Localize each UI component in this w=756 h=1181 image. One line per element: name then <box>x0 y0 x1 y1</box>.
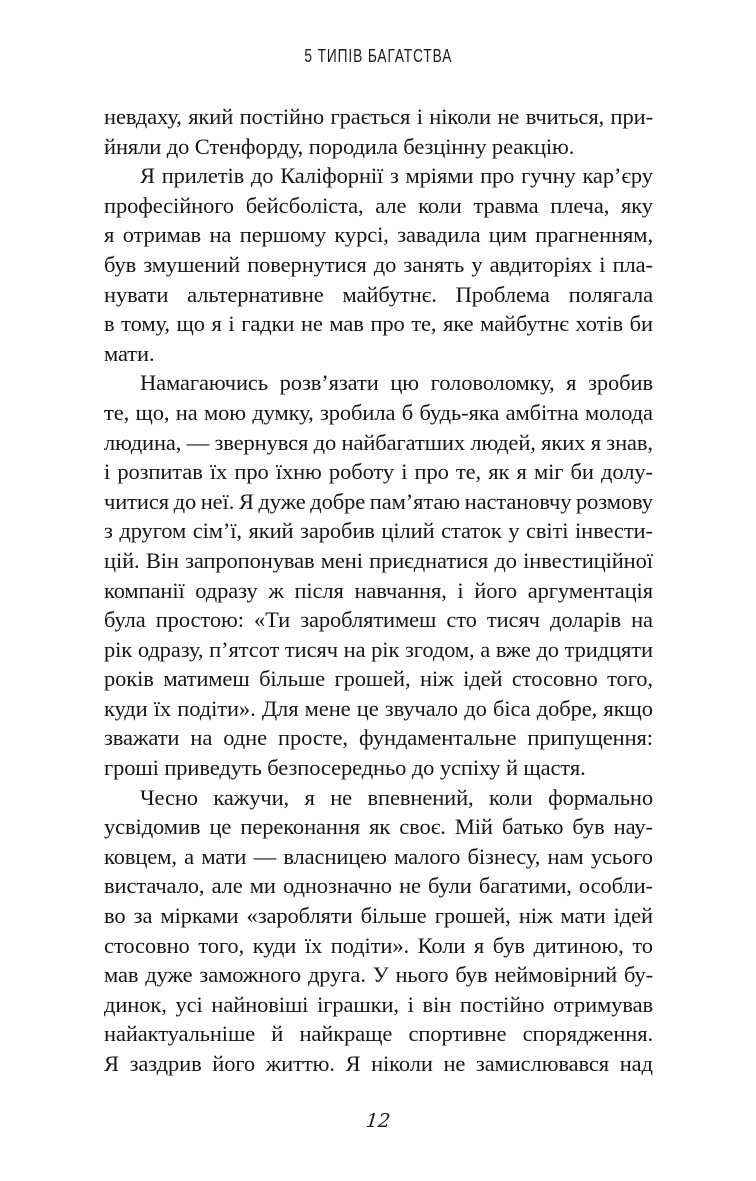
word: У <box>372 962 389 988</box>
word: ж <box>268 577 284 603</box>
word: я <box>566 370 577 396</box>
word: тисяч <box>486 607 540 633</box>
word: звернувся <box>214 429 309 455</box>
word: кажучи, <box>213 784 290 810</box>
word: змушений <box>143 251 241 277</box>
word: Мій <box>454 814 493 840</box>
word: Для <box>261 695 299 721</box>
word: Я <box>238 488 254 514</box>
word: компанії <box>104 577 185 603</box>
word: й <box>271 1021 284 1047</box>
word: хотів <box>575 311 624 337</box>
word: ніж <box>518 903 553 929</box>
text-line <box>104 280 653 310</box>
text-line <box>104 664 653 694</box>
word: що <box>176 311 205 337</box>
word: після <box>294 577 344 603</box>
text-line <box>104 635 653 665</box>
word: би <box>570 459 594 485</box>
word: першому <box>239 222 326 248</box>
word: зробив <box>588 370 653 396</box>
word: я <box>516 459 527 485</box>
text-line <box>104 428 653 458</box>
word: яку <box>621 192 653 218</box>
word: про <box>414 459 449 485</box>
word: з <box>389 163 399 189</box>
word: п’ятсот <box>209 636 280 662</box>
word: спорядження. <box>522 1021 653 1047</box>
word: подіти». <box>177 695 256 721</box>
word: і <box>416 104 423 129</box>
text-line <box>104 220 653 250</box>
word: Каліфорнії <box>280 163 384 189</box>
word: зважати <box>104 725 180 751</box>
word: мав <box>329 311 364 337</box>
text-line <box>104 990 653 1020</box>
word: дитиною, <box>533 932 624 958</box>
word: мати <box>201 843 247 869</box>
word: отримав <box>122 222 202 248</box>
body-text <box>104 102 653 1079</box>
word: замислювався <box>475 1051 610 1076</box>
word: гучну <box>521 163 576 189</box>
word: до <box>250 163 274 189</box>
text-line <box>104 842 653 872</box>
word: усі <box>175 991 203 1017</box>
word: не <box>330 784 353 810</box>
word: ковцем, <box>104 843 177 869</box>
word: як <box>488 459 510 485</box>
running-head <box>0 46 756 67</box>
text-line <box>104 1049 653 1079</box>
word: вже <box>495 636 531 662</box>
word: неймовірний <box>494 962 618 988</box>
word: сім’ї, <box>192 518 242 544</box>
word: одне <box>223 725 267 751</box>
text-line <box>104 487 653 517</box>
word: друга. <box>307 962 366 988</box>
text-line <box>104 576 653 606</box>
text-line <box>104 368 653 398</box>
word: мав <box>104 962 139 988</box>
word: не <box>300 311 323 337</box>
word: багатими, <box>478 873 572 899</box>
word: світі <box>525 518 569 544</box>
word: при- <box>610 104 653 129</box>
word: над <box>619 1051 653 1076</box>
word: згодом, <box>404 636 475 662</box>
text-line <box>104 102 653 132</box>
word: статок <box>441 518 502 544</box>
word: були <box>428 873 472 899</box>
word: будь-яка <box>419 399 500 425</box>
word: і <box>407 991 414 1017</box>
word: ніколи <box>429 104 492 129</box>
word: до <box>494 547 517 573</box>
word: Я <box>104 1051 119 1076</box>
word: я <box>104 222 115 248</box>
word: зароблятимеш <box>300 607 437 633</box>
word: просте, <box>278 725 348 751</box>
word: це <box>209 814 232 840</box>
word: другом <box>119 518 187 544</box>
word: усього <box>590 843 653 869</box>
word: життю. <box>265 1051 335 1076</box>
word: неї. <box>200 488 235 514</box>
word: доларів <box>549 607 622 633</box>
word: його <box>212 1051 256 1076</box>
word: і <box>228 311 235 337</box>
word: пла- <box>612 251 653 277</box>
word: стосовно <box>511 666 598 692</box>
word: була <box>104 607 146 633</box>
word: на <box>190 725 213 751</box>
word: роботу <box>328 459 395 485</box>
word: інвести- <box>575 518 653 544</box>
word: заздрив <box>129 1051 202 1076</box>
word: грошей, <box>334 666 411 692</box>
word: людей, <box>470 429 536 455</box>
word: що, <box>135 399 170 425</box>
word: мені <box>320 547 363 573</box>
word: того, <box>607 666 653 692</box>
word: до <box>464 695 487 721</box>
word: до <box>373 251 397 277</box>
word: простою: <box>155 607 244 633</box>
word: те, <box>411 311 437 337</box>
word: мірками <box>160 903 239 929</box>
word: думку, <box>252 399 314 425</box>
word: припущення: <box>527 725 653 751</box>
word: яких <box>541 429 586 455</box>
word: тисяч <box>284 636 338 662</box>
word: років <box>104 666 154 692</box>
word: я <box>211 311 222 337</box>
text-line <box>104 398 653 428</box>
word: би <box>629 311 653 337</box>
word: власницею <box>283 843 387 869</box>
word: навчання, <box>354 577 447 603</box>
text-line <box>104 546 653 576</box>
word: людина, <box>104 429 182 455</box>
word: усвідомив <box>104 814 201 840</box>
word: він <box>422 991 452 1017</box>
word: їх <box>209 459 228 485</box>
word: мене <box>304 695 351 721</box>
word: біса <box>493 695 531 721</box>
word: нього <box>395 962 449 988</box>
word: цим <box>488 222 527 248</box>
word: але <box>375 192 407 218</box>
word: запропонував <box>185 547 315 573</box>
word: розпитав <box>117 459 203 485</box>
word: заробив <box>300 518 375 544</box>
word: аргументація <box>527 577 653 603</box>
word: Чесно <box>140 784 198 810</box>
text-line <box>104 516 653 546</box>
word: рік <box>104 636 133 662</box>
word: найкраще <box>299 1021 393 1047</box>
word: нау- <box>613 814 653 840</box>
word: одразу <box>195 577 258 603</box>
word: а <box>480 636 491 662</box>
text-line <box>104 960 653 990</box>
word: бейсболіста, <box>245 192 364 218</box>
word: інвестиційної <box>523 547 653 573</box>
text-line <box>104 161 653 191</box>
text-line <box>104 812 653 842</box>
word: ніж <box>420 666 454 692</box>
word: б <box>401 399 414 425</box>
word: Я <box>140 163 155 189</box>
text-line <box>104 250 653 280</box>
word: мати <box>560 903 606 929</box>
page-number-value: 12 <box>364 1110 392 1132</box>
word: заможного <box>199 962 302 988</box>
word: отримував <box>553 991 653 1017</box>
word: у <box>471 251 483 277</box>
word: куди <box>104 695 148 721</box>
word: Він <box>145 547 179 573</box>
word: і <box>599 251 606 277</box>
word: дуже <box>258 488 306 514</box>
word: невдаху, <box>104 104 182 129</box>
word: плеча, <box>550 192 610 218</box>
word: найактуальніше <box>104 1021 256 1047</box>
word: особли- <box>578 873 653 899</box>
word: іграшки, <box>317 991 399 1017</box>
word: його <box>474 577 518 603</box>
word: альтернативне <box>187 281 324 307</box>
word: амбітна <box>505 399 579 425</box>
word: не <box>443 1051 466 1076</box>
word: приєднатися <box>369 547 489 573</box>
text-line <box>104 871 653 901</box>
word: і <box>457 577 464 603</box>
word: їх <box>304 932 323 958</box>
word: долу- <box>601 459 653 485</box>
word: постійно <box>459 991 545 1017</box>
word: травма <box>473 192 539 218</box>
word: був <box>104 251 137 277</box>
word: міг <box>533 459 564 485</box>
word: більше <box>360 903 427 929</box>
word: не <box>399 873 421 899</box>
text-line <box>104 931 653 961</box>
text-line <box>104 605 653 635</box>
word: розмову <box>576 488 653 514</box>
word: був <box>492 932 525 958</box>
word: був <box>572 814 605 840</box>
word: фундаментальне <box>358 725 517 751</box>
word: формально <box>548 784 653 810</box>
word: курсі, <box>334 222 389 248</box>
word: я <box>304 784 315 810</box>
text-line <box>104 723 653 753</box>
word: кар’єру <box>582 163 653 189</box>
word: в <box>104 311 115 337</box>
word: про <box>234 459 269 485</box>
word: добре, <box>536 695 598 721</box>
page-number <box>0 1110 756 1132</box>
word: коли <box>489 784 533 810</box>
word: добре <box>310 488 366 514</box>
word: нам <box>547 843 584 869</box>
word: цій. <box>104 547 140 573</box>
text-line <box>104 309 653 339</box>
word: і <box>104 459 111 485</box>
word: матимеш <box>163 666 250 692</box>
word: ідей <box>613 903 653 929</box>
word: стосовно <box>104 932 190 958</box>
word: про <box>370 311 405 337</box>
word: їх <box>153 695 172 721</box>
word: розв’язати <box>279 370 379 396</box>
word: їхню <box>275 459 322 485</box>
word: Проблема <box>455 281 550 307</box>
word: найновіші <box>211 991 309 1017</box>
word: більше <box>259 666 325 692</box>
word: професійного <box>104 192 234 218</box>
word: сто <box>446 607 477 633</box>
word: як <box>369 814 391 840</box>
word: того, <box>198 932 245 958</box>
running-head-title: 5 ТИПІВ БАГАТСТВА <box>304 46 452 66</box>
word: нувати <box>104 281 169 307</box>
word: цю <box>390 370 419 396</box>
word: мою <box>203 399 246 425</box>
word: занять <box>403 251 465 277</box>
word: куди <box>252 932 297 958</box>
word: майбутнє. <box>342 281 437 307</box>
word: то <box>632 932 653 958</box>
word: молода <box>585 399 653 425</box>
word: одразу, <box>137 636 204 662</box>
word: бу- <box>623 962 653 988</box>
word: рік <box>371 636 400 662</box>
word: на <box>631 607 653 633</box>
text-line <box>104 783 653 813</box>
word: і <box>401 459 408 485</box>
word: я <box>473 932 485 958</box>
word: ми <box>249 873 276 899</box>
word: тридцяти <box>564 636 653 662</box>
word: на <box>343 636 366 662</box>
word: головоломку, <box>430 370 555 396</box>
word: грається <box>330 104 411 129</box>
word: во <box>104 903 126 929</box>
word: про <box>480 163 515 189</box>
word: я <box>590 429 601 455</box>
word: якщо <box>603 695 653 721</box>
word: яке <box>443 311 474 337</box>
text-line <box>104 694 653 724</box>
word: те, <box>104 399 130 425</box>
text-line: йняли до Стенфорду, породила безцінну реакцію. <box>104 133 575 159</box>
word: батько <box>501 814 564 840</box>
word: на <box>175 399 198 425</box>
word: мріями <box>405 163 474 189</box>
word: динок, <box>104 991 167 1017</box>
word: спортивне <box>408 1021 507 1047</box>
word: переконання <box>240 814 361 840</box>
word: вчиться, <box>525 104 605 129</box>
word: Я <box>345 1051 361 1076</box>
word: прагненням, <box>535 222 653 248</box>
word: знав, <box>606 429 653 455</box>
word: Коли <box>417 932 466 958</box>
text-line <box>104 901 653 931</box>
word: а <box>184 843 195 869</box>
text-line: гроші приведуть безпосередньо до успіху й щастя. <box>104 755 586 781</box>
word: дуже <box>145 962 193 988</box>
word: майбутнє <box>480 311 569 337</box>
word: з <box>104 518 113 544</box>
word: впевнений, <box>367 784 474 810</box>
word: настановчу <box>464 488 572 514</box>
word: звучало <box>384 695 459 721</box>
word: за <box>133 903 153 929</box>
word: був <box>455 962 488 988</box>
word: до <box>313 429 337 455</box>
word: тому, <box>121 311 170 337</box>
word: полягала <box>568 281 653 307</box>
word: коли <box>418 192 462 218</box>
word: гадки <box>241 311 295 337</box>
word: завадила <box>397 222 481 248</box>
word: однозначно <box>282 873 392 899</box>
word: до <box>173 488 197 514</box>
word: найбагатших <box>341 429 466 455</box>
text-line: мати. <box>104 340 155 366</box>
text-line <box>104 191 653 221</box>
word: на <box>209 222 232 248</box>
word: вистачало, <box>104 873 205 899</box>
word: цілий <box>381 518 435 544</box>
word: який <box>188 104 234 129</box>
word: ідей <box>463 666 503 692</box>
text-line <box>104 457 653 487</box>
word: бізнесу, <box>467 843 541 869</box>
word: те, <box>455 459 482 485</box>
word: у <box>508 518 520 544</box>
word: пам’ятаю <box>369 488 461 514</box>
word: прилетів <box>161 163 245 189</box>
word: зробила <box>319 399 396 425</box>
word: грошей, <box>434 903 511 929</box>
word: постійно <box>239 104 325 129</box>
word: своє. <box>399 814 446 840</box>
word: але <box>211 873 243 899</box>
word: малого <box>394 843 461 869</box>
word: «Ти <box>253 607 291 633</box>
word: до <box>536 636 559 662</box>
word: читися <box>104 488 169 514</box>
word: «заробляти <box>246 903 353 929</box>
word: подіти». <box>330 932 409 958</box>
word: Намагаючись <box>140 370 268 396</box>
word: не <box>497 104 520 129</box>
word: авдиторіях <box>489 251 593 277</box>
word: — <box>253 843 277 869</box>
word: повернутися <box>247 251 367 277</box>
word: це <box>356 695 379 721</box>
word: який <box>248 518 294 544</box>
word: ніколи <box>371 1051 433 1076</box>
word: — <box>186 429 210 455</box>
text-line <box>104 1019 653 1049</box>
